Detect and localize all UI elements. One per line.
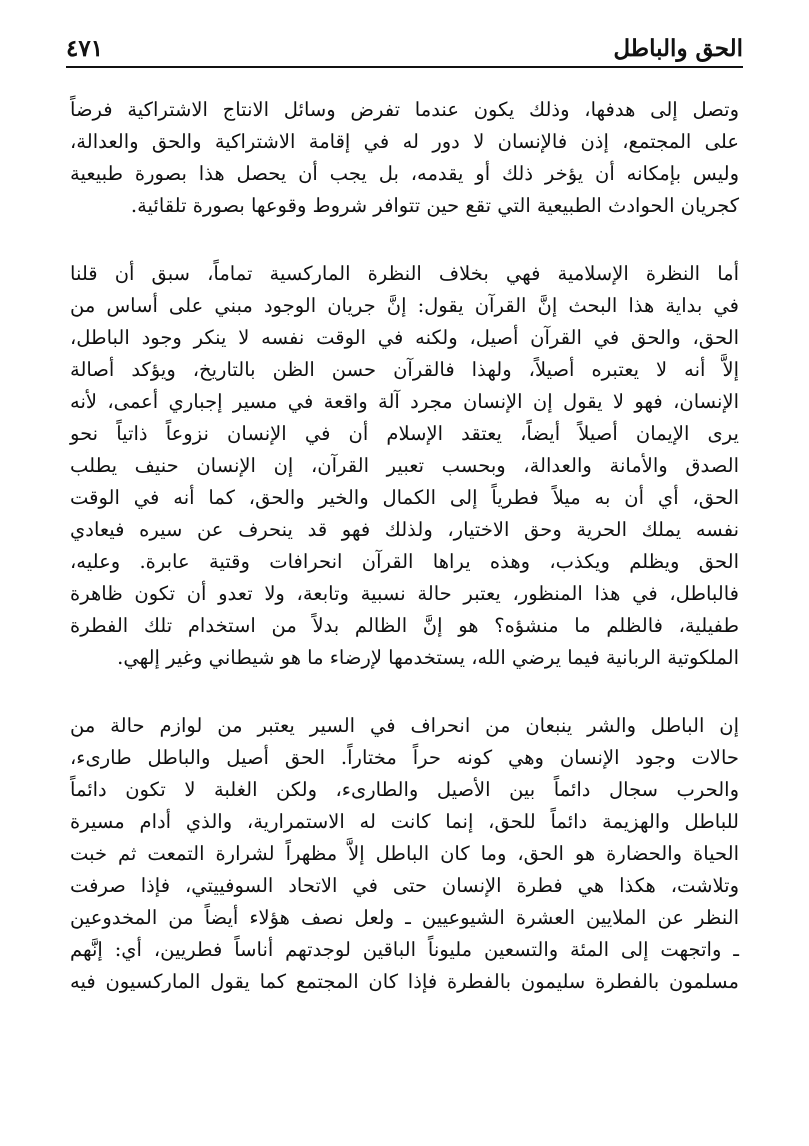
text-line: أما النظرة الإسلامية فهي بخلاف النظرة الماركسية تماماً، سبق أن قلنا — [70, 262, 739, 285]
text-line: الحق ويظلم ويكذب، وهذه يراها القرآن انحرافات وقتية عابرة. وعليه، — [70, 550, 739, 573]
text-line: ـ واتجهت إلى المئة والتسعين مليوناً الباقين لوجدتهم أناساً فطريين، أي: إنَّهم — [70, 938, 739, 961]
text-line: للباطل والهزيمة دائماً للحق، إنما كانت له الاستمرارية، والذي أدام مسيرة — [70, 810, 739, 833]
text-line: إن الباطل والشر ينبعان من انحراف في السير يعتبر من لوازم حالة من — [70, 714, 739, 737]
page-header — [66, 30, 743, 68]
text-line: في بداية هذا البحث إنَّ القرآن يقول: إنَّ جريان الوجود مبني على أساس من — [70, 294, 739, 317]
body-text — [70, 94, 739, 998]
text-line: كجريان الحوادث الطبيعية التي تقع حين تتوافر شروط وقوعها بصورة تلقائية. — [130, 194, 739, 217]
text-line: الملكوتية الربانية فيما يرضي الله، يستخدمها لإرضاء ما هو شيطاني وغير إلهي. — [117, 646, 739, 669]
text-line: مسلمون بالفطرة سليمون بالفطرة فإذا كان المجتمع كما يقول الماركسيون فيه — [70, 970, 739, 993]
text-line: وتصل إلى هدفها، وذلك يكون عندما تفرض وسائل الانتاج الاشتراكية فرضاً — [70, 98, 739, 121]
text-line: الصدق والأمانة والعدالة، وبحسب تعبير القرآن، إن الإنسان حنيف يطلب — [70, 454, 739, 477]
text-line: على المجتمع، إذن فالإنسان لا دور له في إقامة الاشتراكية والحق والعدالة، — [70, 130, 739, 153]
text-line: نفسه يملك الحرية وحق الاختيار، ولذلك فهو قد ينحرف عن سيره فيعادي — [70, 518, 739, 541]
text-line: إلاَّ أنه لا يعتبره أصيلاً، ولهذا فالقرآن حسن الظن بالتاريخ، ويؤكد أصالة — [70, 358, 739, 381]
text-line: حالات وجود الإنسان وهي كونه حراً مختاراً. الحق أصيل والباطل طارىء، — [70, 746, 739, 769]
text-line: الحق، والحق في القرآن أصيل، ولكنه في الوقت نفسه لا ينكر وجود الباطل، — [70, 326, 739, 349]
text-line: الحياة والحضارة هو الحق، وما كان الباطل إلاَّ مظهراً لشرارة التمعت ثم خبت — [70, 842, 739, 865]
text-line: الإنسان، فهو لا يقول إن الإنسان مجرد آلة واقعة في مسير إجباري أعمى، لأنه — [70, 390, 739, 413]
text-line: وتلاشت، هكذا هي فطرة الإنسان حتى في الاتحاد السوفييتي، فإذا صرفت — [70, 874, 739, 897]
running-title: الحق والباطل — [613, 35, 743, 62]
page-number: ٤٧١ — [66, 35, 104, 62]
paragraph — [70, 94, 739, 222]
text-line: فالباطل، في هذا المنظور، يعتبر حالة نسبية وتابعة، ولا تعدو أن تكون ظاهرة — [70, 582, 739, 605]
text-line: والحرب سجال دائماً بين الأصيل والطارىء، ولكن الغلبة لا تكون دائماً — [70, 778, 739, 801]
text-line: الحق، أي أن به ميلاً فطرياً إلى الكمال والخير والحق، كما أنه في الوقت — [70, 486, 739, 509]
paragraph — [70, 258, 739, 674]
paragraph — [70, 710, 739, 998]
text-line: وليس بإمكانه أن يؤخر ذلك أو يقدمه، بل يجب أن يحصل هذا بصورة طبيعية — [70, 162, 739, 185]
text-line: طفيلية، فالظلم ما منشؤه؟ هو إنَّ الظالم بدلاً من استخدام تلك الفطرة — [70, 614, 739, 637]
text-line: النظر عن الملايين العشرة الشيوعيين ـ ولعل نصف هؤلاء أيضاً من المخدوعين — [70, 906, 739, 929]
text-line: يرى الإيمان أصيلاً أيضاً، يعتقد الإسلام أن في الإنسان نزوعاً ذاتياً نحو — [70, 422, 739, 445]
